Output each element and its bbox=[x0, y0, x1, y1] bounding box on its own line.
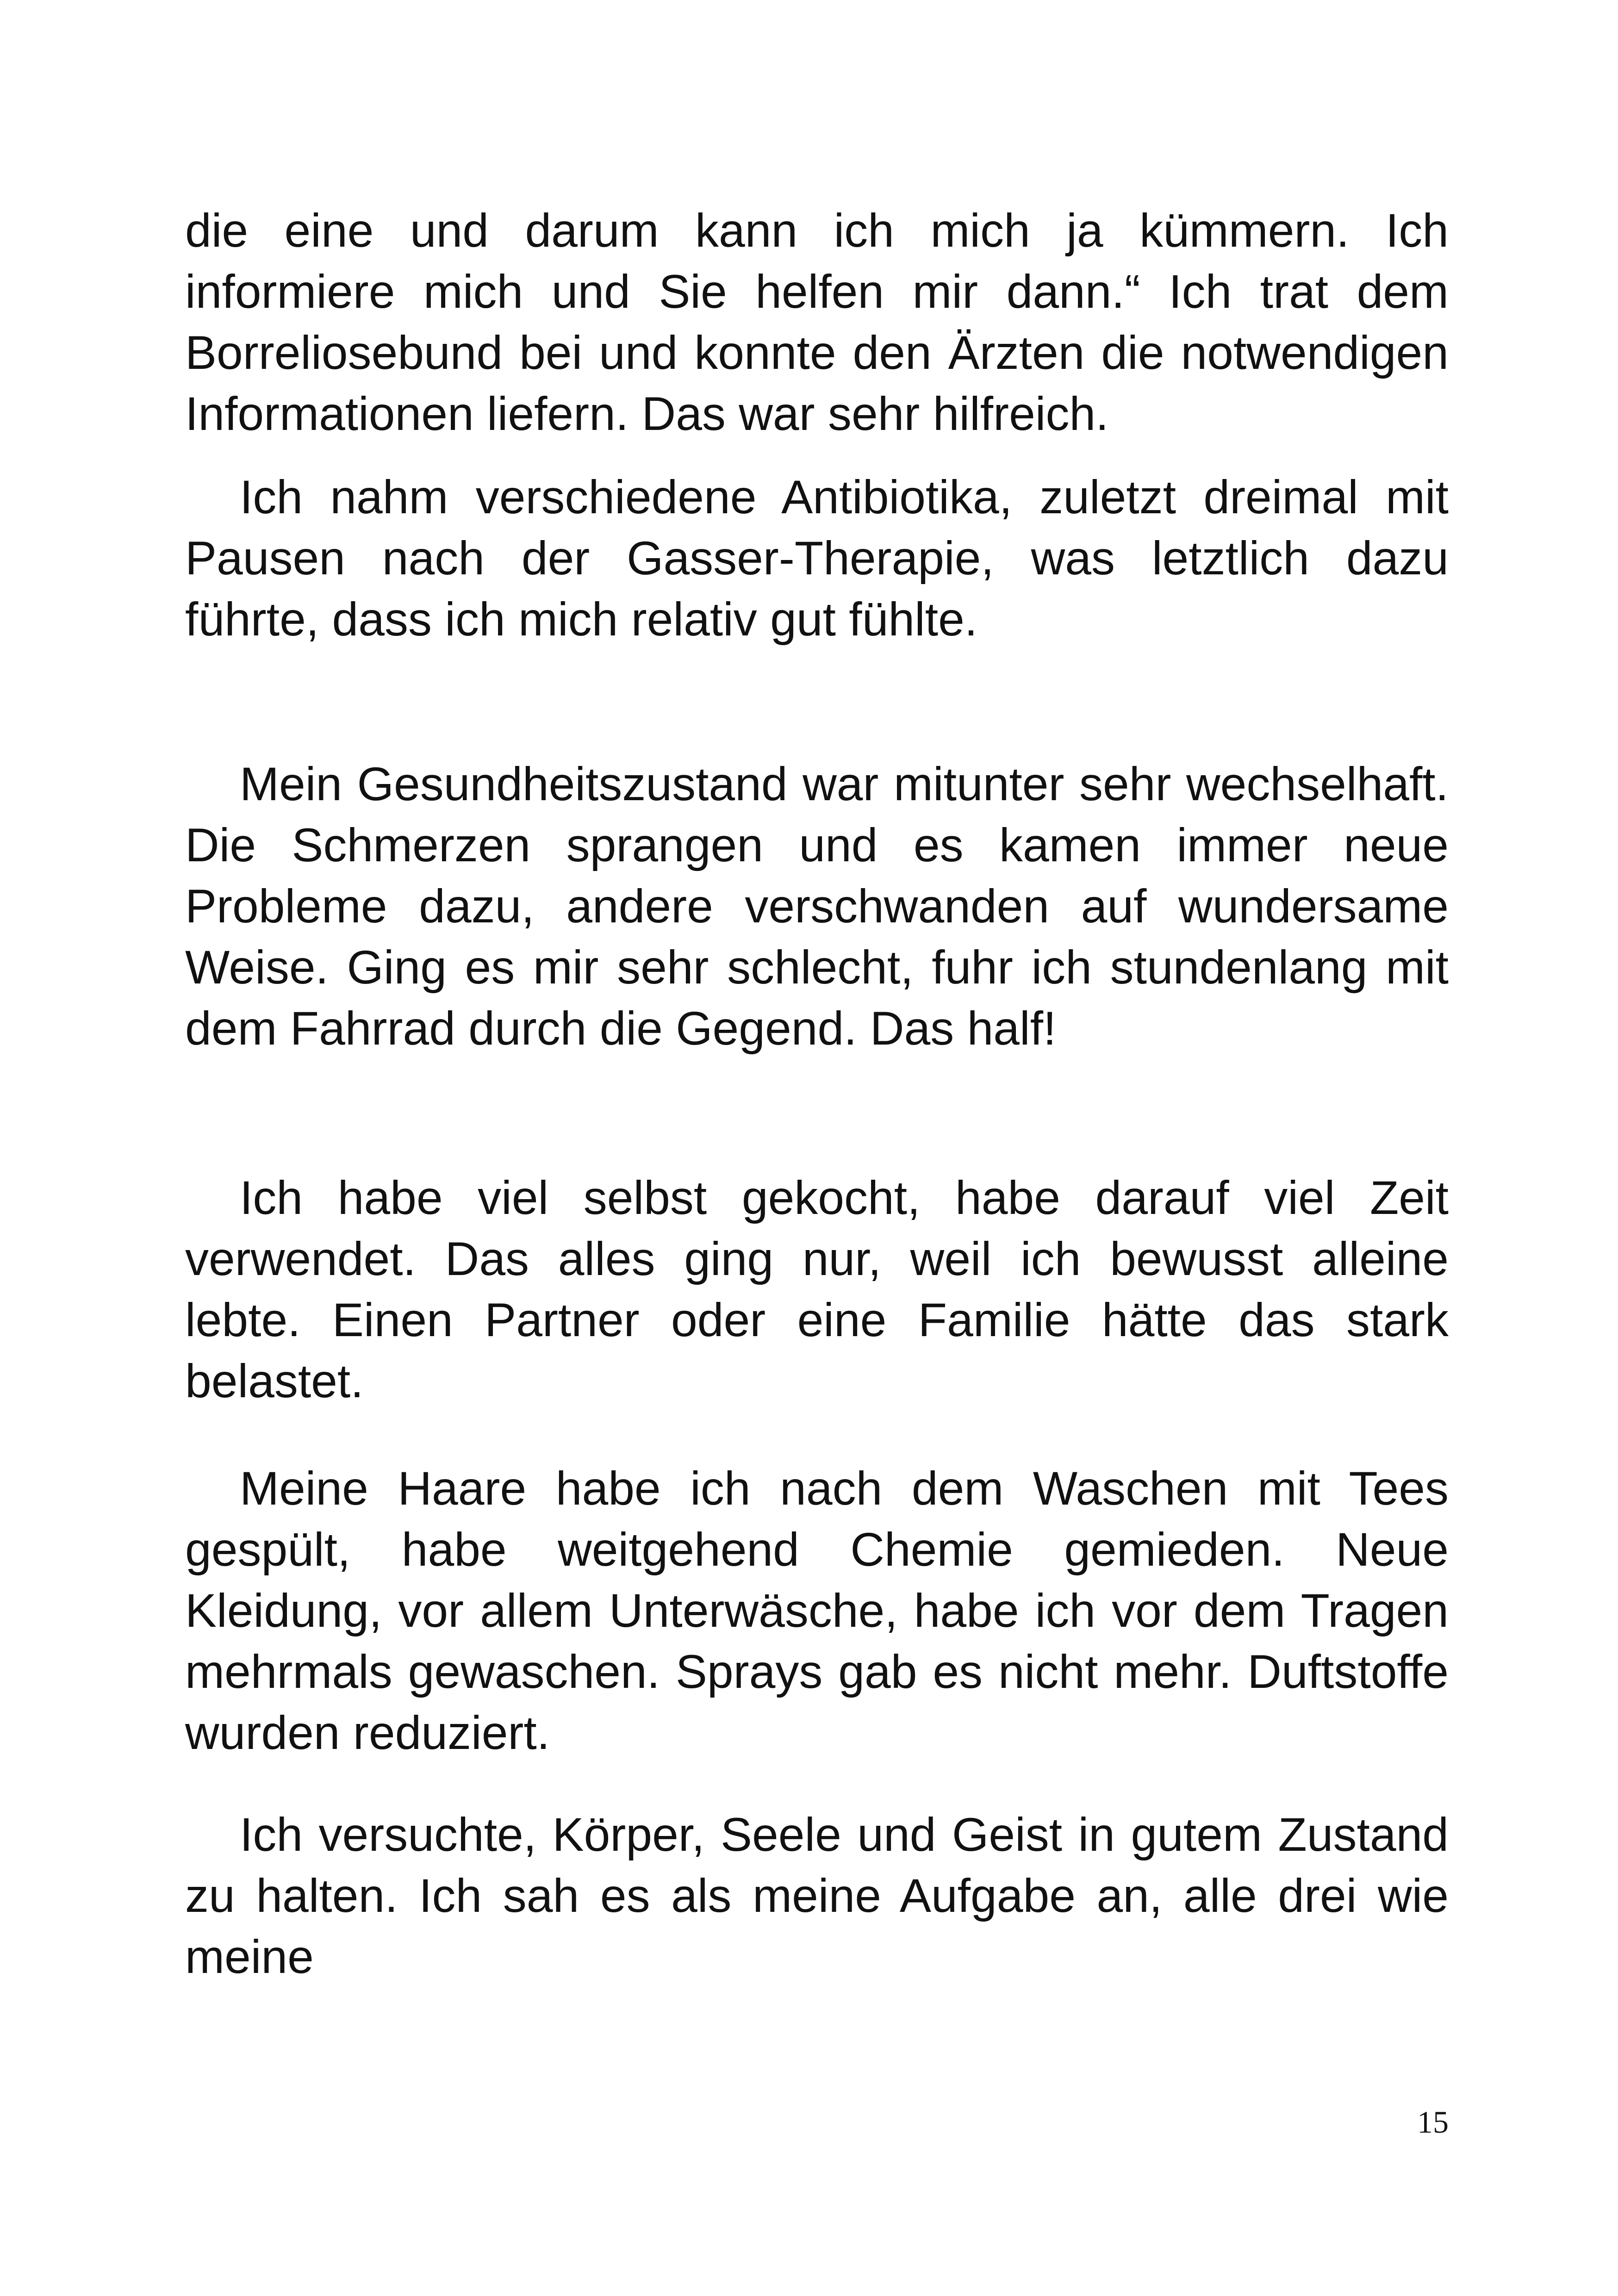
page-number: 15 bbox=[1417, 2104, 1449, 2140]
paragraph-continued: die eine und darum kann ich mich ja kümmern. Ich informiere mich und Sie helfen mir dann.“ Ich trat dem Borreliosebund bei und konnte den Ärzten die notwendigen Informationen liefern. Das war sehr hilfreich. bbox=[185, 204, 1449, 440]
paragraph-cooking: Ich habe viel selbst gekocht, habe darauf viel Zeit verwendet. Das alles ging nur, weil ich bewusst alleine lebte. Einen Partner oder eine Familie hätte das stark belastet. bbox=[185, 1171, 1449, 1407]
paragraph-body-soul-mind: Ich versuchte, Körper, Seele und Geist in gutem Zustand zu halten. Ich sah es als meine Aufgabe an, alle drei wie meine bbox=[185, 1808, 1449, 1983]
paragraph-health-state: Mein Gesundheitszustand war mitunter sehr wechselhaft. Die Schmerzen sprangen und es kamen immer neue Probleme dazu, andere verschwanden auf wundersame Weise. Ging es mir sehr schlecht, fuhr ich stundenlang mit dem Fahrrad durch die Gegend. Das half! bbox=[185, 758, 1449, 1055]
paragraph-antibiotics: Ich nahm verschiedene Antibiotika, zuletzt dreimal mit Pausen nach der Gasser-Therapie, was letztlich dazu führte, dass ich mich relativ gut fühlte. bbox=[185, 471, 1449, 646]
paragraph-hair-care: Meine Haare habe ich nach dem Waschen mit Tees gespült, habe weitgehend Chemie gemieden. Neue Kleidung, vor allem Unterwäsche, habe ich vor dem Tragen mehrmals gewaschen. Sprays gab es nicht mehr. Duftstoffe wurden reduziert. bbox=[185, 1462, 1449, 1759]
